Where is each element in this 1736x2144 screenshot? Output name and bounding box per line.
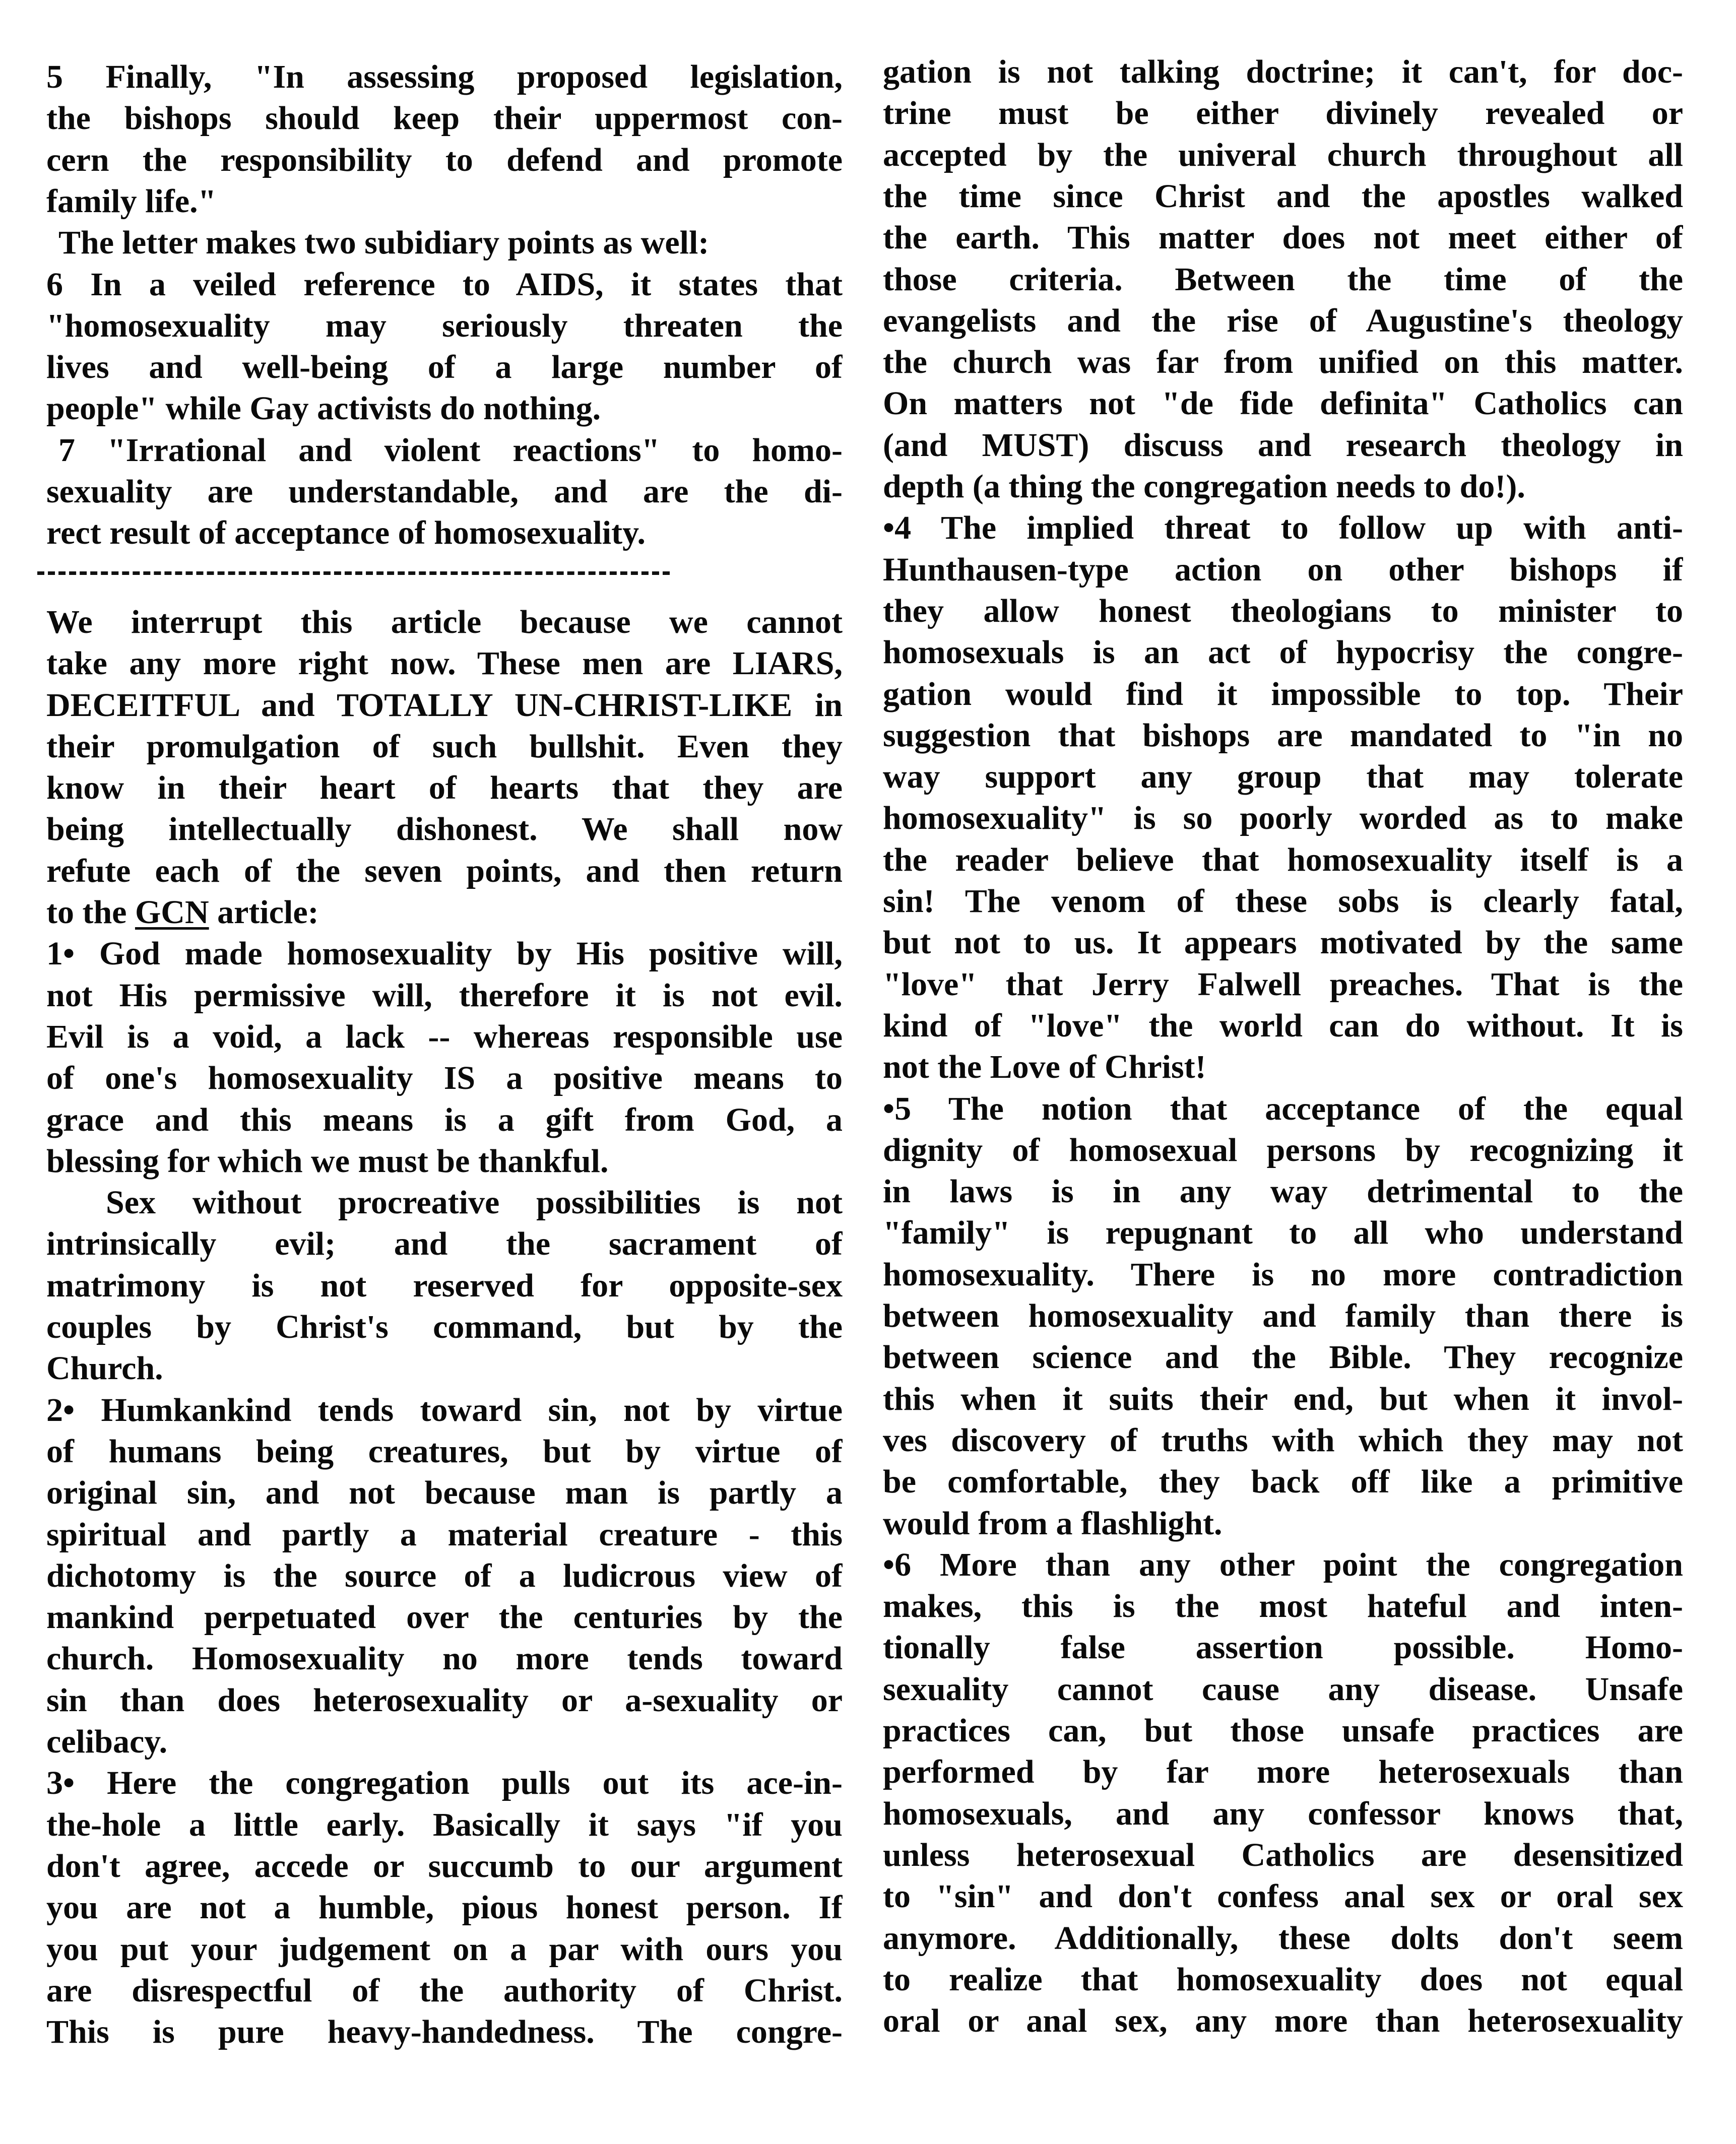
text-line — [46, 98, 843, 139]
text-line-content: We interrupt this article because we cannot — [46, 603, 843, 640]
text-line — [46, 1223, 843, 1265]
text-line-content: to the GCN article: — [46, 894, 319, 931]
text-line-content: the earth. This matter does not meet either of — [883, 219, 1683, 256]
text-line — [46, 1970, 843, 2011]
text-line — [883, 1959, 1683, 2000]
text-line — [883, 1669, 1683, 1710]
text-line-content: 5 Finally, "In assessing proposed legislation, — [46, 58, 843, 95]
text-line-content: anymore. Additionally, these dolts don't seem — [883, 1919, 1683, 1957]
text-line-content: of one's homosexuality IS a positive means to — [46, 1060, 843, 1097]
text-line — [883, 964, 1683, 1005]
text-line — [883, 1876, 1683, 1917]
text-line-content: church. Homosexuality no more tends toward — [46, 1640, 843, 1677]
text-line-content: original sin, and not because man is partly a — [46, 1474, 843, 1512]
text-line — [46, 430, 843, 471]
text-line-content: mankind perpetuated over the centuries by the — [46, 1599, 843, 1636]
text-line-content: grace and this means is a gift from God, a — [46, 1101, 843, 1138]
text-line-content: celibacy. — [46, 1723, 168, 1760]
text-line — [883, 135, 1683, 176]
text-line-content: 3• Here the congregation pulls out its ace-in- — [46, 1765, 843, 1802]
text-line-content: unless heterosexual Catholics are desensitized — [883, 1836, 1683, 1873]
text-line — [883, 217, 1683, 258]
text-line-content: know in their heart of hearts that they are — [46, 769, 843, 807]
text-line — [46, 1348, 843, 1389]
text-line-content: between science and the Bible. They recognize — [883, 1339, 1683, 1376]
text-line-content: practices can, but those unsafe practices are — [883, 1712, 1683, 1749]
text-line — [46, 1763, 843, 1804]
text-line — [883, 176, 1683, 217]
text-line — [883, 632, 1683, 673]
text-line — [46, 1721, 843, 1763]
text-line — [883, 674, 1683, 715]
text-line-content: sexuality cannot cause any disease. Unsafe — [883, 1670, 1683, 1708]
text-line — [46, 512, 843, 554]
text-line — [46, 809, 843, 850]
text-line-content: This is pure heavy-handedness. The congre- — [46, 2013, 843, 2051]
text-line-content: spiritual and partly a material creature - this — [46, 1516, 843, 1553]
text-line-content: to realize that homosexuality does not equal — [883, 1961, 1683, 1998]
text-line — [46, 1804, 843, 1846]
text-line — [883, 507, 1683, 549]
text-line — [883, 756, 1683, 798]
text-line-content: performed by far more heterosexuals than — [883, 1753, 1683, 1791]
text-line-content: sin! The venom of these sobs is clearly fatal, — [883, 883, 1683, 920]
text-line — [883, 1005, 1683, 1047]
text-line-content: between homosexuality and family than there is — [883, 1297, 1683, 1334]
text-line-content: makes, this is the most hateful and inten- — [883, 1588, 1683, 1625]
text-line-content: not His permissive will, therefore it is not evil. — [46, 977, 843, 1014]
text-line — [46, 1846, 843, 1887]
text-line — [883, 2000, 1683, 2042]
text-line-content: sexuality are understandable, and are the di- — [46, 473, 843, 510]
text-line-content: the-hole a little early. Basically it says "if you — [46, 1806, 843, 1843]
text-line-content: 2• Humkankind tends toward sin, not by virtue — [46, 1391, 843, 1428]
text-line-content: this when it suits their end, but when it invol- — [883, 1380, 1683, 1417]
text-line-content: "love" that Jerry Falwell preaches. That is the — [883, 965, 1683, 1003]
text-line — [883, 1171, 1683, 1212]
text-line-content: homosexuality" is so poorly worded as to make — [883, 800, 1683, 837]
text-line-content: the bishops should keep their uppermost con- — [46, 100, 843, 137]
text-line-content: the time since Christ and the apostles walked — [883, 177, 1683, 215]
text-line-content: •4 The implied threat to follow up with anti- — [883, 509, 1683, 547]
text-line-content: take any more right now. These men are LIARS, — [46, 645, 843, 682]
text-line — [883, 1337, 1683, 1378]
text-line-content: Sex without procreative possibilities is not — [106, 1184, 843, 1221]
text-line-content: cern the responsibility to defend and promote — [46, 141, 843, 178]
text-line — [46, 1307, 843, 1348]
text-line-content: ves discovery of truths with which they may not — [883, 1421, 1683, 1459]
text-line — [883, 549, 1683, 591]
text-line — [883, 1295, 1683, 1337]
text-line — [883, 1835, 1683, 1876]
text-line — [883, 1586, 1683, 1627]
text-line-content: you are not a humble, pious honest person. If — [46, 1889, 843, 1926]
text-line — [46, 602, 843, 643]
text-line-content: gation is not talking doctrine; it can't, for doc- — [883, 53, 1683, 90]
text-line-content: Hunthausen-type action on other bishops if — [883, 551, 1683, 588]
text-line-content: "family" is repugnant to all who understand — [883, 1214, 1683, 1252]
text-line — [46, 1929, 843, 1970]
text-line — [46, 1016, 843, 1058]
text-line-content: but not to us. It appears motivated by the same — [883, 924, 1683, 961]
text-line — [883, 1379, 1683, 1420]
text-line-content: homosexuality. There is no more contradiction — [883, 1256, 1683, 1293]
text-line-content: Church. — [46, 1350, 163, 1387]
text-line-content: you put your judgement on a par with ours you — [46, 1930, 843, 1968]
text-line-content: On matters not "de fide definita" Catholics can — [883, 385, 1683, 422]
text-line — [46, 1390, 843, 1431]
text-line-content: be comfortable, they back off like a primitive — [883, 1463, 1683, 1501]
text-line — [883, 1254, 1683, 1295]
text-line — [883, 1420, 1683, 1461]
text-line-content: refute each of the seven points, and then return — [46, 852, 843, 889]
text-line-content: (and MUST) discuss and research theology in — [883, 426, 1683, 464]
text-line-content: 1• God made homosexuality by His positive will, — [46, 935, 843, 972]
text-line — [883, 798, 1683, 839]
text-line-content: 7 "Irrational and violent reactions" to homo- — [58, 431, 843, 469]
text-line — [46, 264, 843, 305]
text-line — [46, 1472, 843, 1514]
text-line — [46, 975, 843, 1016]
text-line-content: their promulgation of such bullshit. Even they — [46, 728, 843, 765]
text-line — [46, 851, 843, 892]
text-line-content: way support any group that may tolerate — [883, 758, 1683, 796]
text-line — [883, 466, 1683, 507]
dashed-separator-rule — [37, 571, 670, 575]
text-line — [46, 1680, 843, 1721]
text-line — [46, 181, 843, 222]
text-line — [46, 388, 843, 429]
text-line-content: in laws is in any way detrimental to the — [883, 1173, 1683, 1210]
text-line-content: the church was far from unified on this matter. — [883, 344, 1683, 381]
text-line-content: •6 More than any other point the congregation — [883, 1546, 1683, 1583]
text-line-content: the reader believe that homosexuality itself is a — [883, 841, 1683, 878]
text-line — [46, 1182, 843, 1223]
text-line-content: accepted by the univeral church throughout all — [883, 136, 1683, 173]
text-line-content: sin than does heterosexuality or a-sexuality or — [46, 1681, 843, 1719]
text-line-content: matrimony is not reserved for opposite-sex — [46, 1267, 843, 1304]
text-line — [46, 1555, 843, 1597]
text-line-content: evangelists and the rise of Augustine's theology — [883, 302, 1683, 339]
text-line-content: oral or anal sex, any more than heterosexuality — [883, 2002, 1683, 2040]
text-line-content: tionally false assertion possible. Homo- — [883, 1629, 1683, 1666]
text-line — [46, 892, 843, 933]
text-line-content: of humans being creatures, but by virtue of — [46, 1433, 843, 1470]
text-line — [46, 222, 843, 264]
text-line — [883, 881, 1683, 922]
text-line — [883, 342, 1683, 383]
text-line-content: intrinsically evil; and the sacrament of — [46, 1225, 843, 1263]
text-line — [883, 300, 1683, 342]
text-line — [883, 839, 1683, 881]
text-line-content: people" while Gay activists do nothing. — [46, 390, 601, 427]
text-line — [883, 1544, 1683, 1586]
text-line-content: 6 In a veiled reference to AIDS, it states that — [46, 266, 843, 303]
text-line — [46, 471, 843, 512]
text-line — [883, 1710, 1683, 1751]
text-line-content: not the Love of Christ! — [883, 1049, 1206, 1086]
text-line — [46, 140, 843, 181]
text-line-content: being intellectually dishonest. We shall now — [46, 811, 843, 848]
text-line-content: they allow honest theologians to minister to — [883, 592, 1683, 629]
text-line-content: The letter makes two subidiary points as well: — [58, 224, 710, 262]
text-line — [883, 1793, 1683, 1835]
text-line-content: family life." — [46, 182, 217, 220]
text-line — [883, 1088, 1683, 1130]
text-line — [46, 643, 843, 684]
text-line-content: would from a flashlight. — [883, 1505, 1223, 1542]
text-line — [46, 685, 843, 726]
text-line — [46, 1514, 843, 1555]
text-line-content: Evil is a void, a lack -- whereas responsible use — [46, 1018, 843, 1055]
text-line — [883, 93, 1683, 134]
text-line-content: to "sin" and don't confess anal sex or oral sex — [883, 1878, 1683, 1915]
text-line-content: depth (a thing the congregation needs to do!). — [883, 468, 1525, 505]
text-line — [883, 1130, 1683, 1171]
underlined-publication-name: GCN — [135, 894, 209, 931]
text-line-content: dichotomy is the source of a ludicrous view of — [46, 1557, 843, 1594]
text-line-content: homosexuals, and any confessor knows that, — [883, 1795, 1683, 1832]
text-line-content: gation would find it impossible to top. Their — [883, 675, 1683, 712]
text-line — [883, 259, 1683, 300]
text-line-content: homosexuals is an act of hypocrisy the congre- — [883, 634, 1683, 671]
text-line-content: trine must be either divinely revealed or — [883, 95, 1683, 132]
text-line — [46, 1431, 843, 1472]
text-line — [46, 1887, 843, 1928]
text-line — [46, 1638, 843, 1679]
text-line — [883, 1503, 1683, 1544]
text-line — [883, 1751, 1683, 1793]
text-line — [883, 922, 1683, 963]
text-line-content: kind of "love" the world can do without. It is — [883, 1007, 1683, 1044]
text-line — [46, 1141, 843, 1182]
text-line-content: are disrespectful of the authority of Christ. — [46, 1972, 843, 2009]
text-line-content: couples by Christ's command, but by the — [46, 1309, 843, 1345]
text-line — [883, 383, 1683, 424]
text-line-content: •5 The notion that acceptance of the equal — [883, 1090, 1683, 1127]
text-line-content: "homosexuality may seriously threaten the — [46, 307, 843, 344]
text-line — [883, 1461, 1683, 1503]
text-line-content: don't agree, accede or succumb to our argument — [46, 1847, 843, 1885]
text-line-content: blessing for which we must be thankful. — [46, 1142, 609, 1180]
text-line-content: DECEITFUL and TOTALLY UN-CHRIST-LIKE in — [46, 686, 843, 724]
text-line-content: suggestion that bishops are mandated to "in no — [883, 717, 1683, 754]
text-line — [46, 767, 843, 809]
text-line — [883, 1212, 1683, 1254]
text-line — [883, 1047, 1683, 1088]
text-line — [46, 56, 843, 98]
text-line — [46, 1058, 843, 1099]
text-line — [46, 933, 843, 974]
text-line-content: rect result of acceptance of homosexuality. — [46, 514, 646, 552]
text-line — [883, 591, 1683, 632]
text-line-content: those criteria. Between the time of the — [883, 261, 1683, 298]
text-line — [46, 726, 843, 767]
text-line — [883, 1627, 1683, 1668]
text-line — [46, 1597, 843, 1638]
text-line — [46, 305, 843, 347]
text-line — [883, 1918, 1683, 1959]
text-line — [46, 347, 843, 388]
text-line — [46, 1265, 843, 1307]
text-line — [46, 2011, 843, 2053]
text-line — [46, 1099, 843, 1141]
text-line — [883, 715, 1683, 756]
text-line-content: lives and well-being of a large number of — [46, 349, 843, 386]
text-line — [883, 51, 1683, 93]
text-line — [883, 425, 1683, 466]
text-line-content: dignity of homosexual persons by recognizing it — [883, 1131, 1683, 1168]
